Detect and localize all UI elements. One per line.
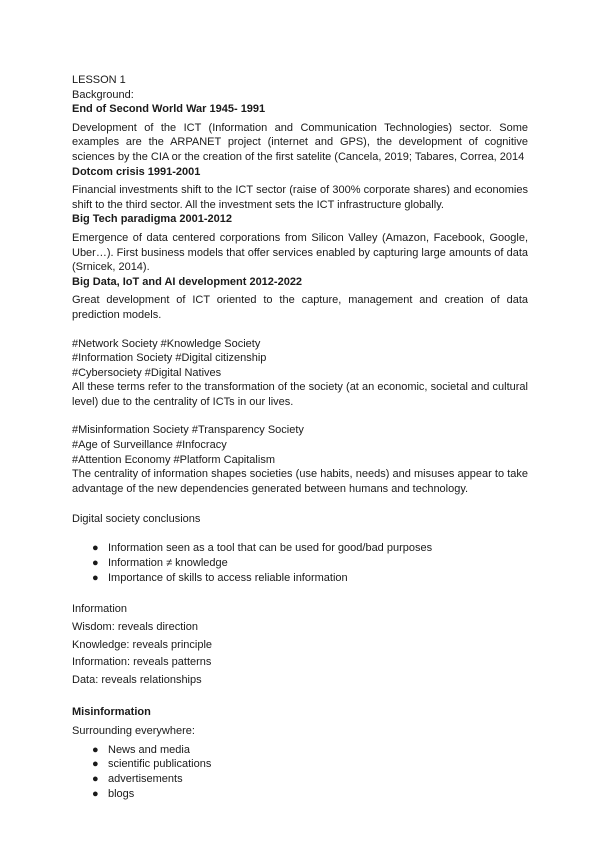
bullet-icon: ●: [92, 787, 99, 800]
section-body: Emergence of data centered corporations from Silicon Valley (Amazon, Facebook, Google, Uber…). First business models that offer services enabled by capturing large amounts of data (Srnicek, 2014).: [72, 231, 528, 274]
section-body: Great development of ICT oriented to the capture, management and creation of data prediction models.: [72, 294, 528, 321]
section-body: Development of the ICT (Information and Communication Technologies) sector. Some examples are the ARPANET project (internet and GPS), the development of cognitive sciences by the CIA or the creation of the first satelite (Cancela, 2019; Tabares, Correa, 2014: [72, 121, 528, 163]
list-item-text: Importance of skills to access reliable information: [108, 571, 348, 584]
section-body: Financial investments shift to the ICT sector (raise of 300% corporate shares) and economies shift to the third sector. All the investment sets the ICT infrastructure globally.: [72, 184, 528, 211]
list-item-text: scientific publications: [108, 758, 212, 771]
bullet-icon: ●: [92, 542, 99, 555]
bullet-icon: ●: [92, 758, 99, 771]
misinformation-intro: Surrounding everywhere:: [72, 724, 195, 737]
list-item: [92, 757, 528, 772]
information-line: Knowledge: reveals principle: [72, 638, 213, 651]
list-item-text: Information ≠ knowledge: [108, 556, 228, 569]
conclusions-list: [72, 541, 528, 585]
misinformation-list: [72, 743, 528, 802]
list-item: [92, 772, 528, 787]
section-heading: End of Second World War 1945- 1991: [72, 103, 266, 116]
hashtag-line: #Cybersociety #Digital Natives: [72, 366, 222, 379]
tags-description: The centrality of information shapes societies (use habits, needs) and misuses appear to take advantage of the new dependencies generated between humans and technology.: [72, 468, 528, 495]
bullet-icon: ●: [92, 773, 99, 786]
hashtag-line: #Information Society #Digital citizenship: [72, 352, 267, 365]
hashtag-line: #Attention Economy #Platform Capitalism: [72, 453, 275, 466]
list-item: [92, 556, 528, 571]
information-title: Information: [72, 603, 128, 616]
list-item-text: blogs: [108, 787, 135, 800]
information-line: Information: reveals patterns: [72, 656, 212, 669]
information-line: Wisdom: reveals direction: [72, 621, 198, 634]
bullet-icon: ●: [92, 556, 99, 569]
hashtag-line: #Age of Surveillance #Infocracy: [72, 439, 227, 452]
list-item-text: News and media: [108, 743, 190, 756]
hashtag-line: #Misinformation Society #Transparency Society: [72, 424, 304, 437]
list-item: [92, 743, 528, 758]
conclusions-title: Digital society conclusions: [72, 513, 201, 526]
list-item-text: advertisements: [108, 773, 183, 786]
section-heading: Dotcom crisis 1991-2001: [72, 165, 201, 178]
list-item: [92, 541, 528, 556]
hashtag-line: #Network Society #Knowledge Society: [72, 337, 261, 350]
section-heading: Big Data, IoT and AI development 2012-2022: [72, 275, 303, 288]
tags-description: All these terms refer to the transformation of the society (at an economic, societal and cultural level) due to the centrality of ICTs in our lives.: [72, 381, 528, 408]
background-label: Background:: [72, 88, 134, 101]
misinformation-heading: Misinformation: [72, 706, 151, 719]
bullet-icon: ●: [92, 743, 99, 756]
document-page: [72, 73, 528, 802]
section-heading: Big Tech paradigma 2001-2012: [72, 213, 232, 226]
lesson-title: LESSON 1: [72, 74, 126, 86]
list-item: [92, 571, 528, 586]
information-line: Data: reveals relationships: [72, 673, 202, 686]
list-item-text: Information seen as a tool that can be used for good/bad purposes: [108, 542, 433, 555]
list-item: [92, 787, 528, 802]
bullet-icon: ●: [92, 571, 99, 584]
